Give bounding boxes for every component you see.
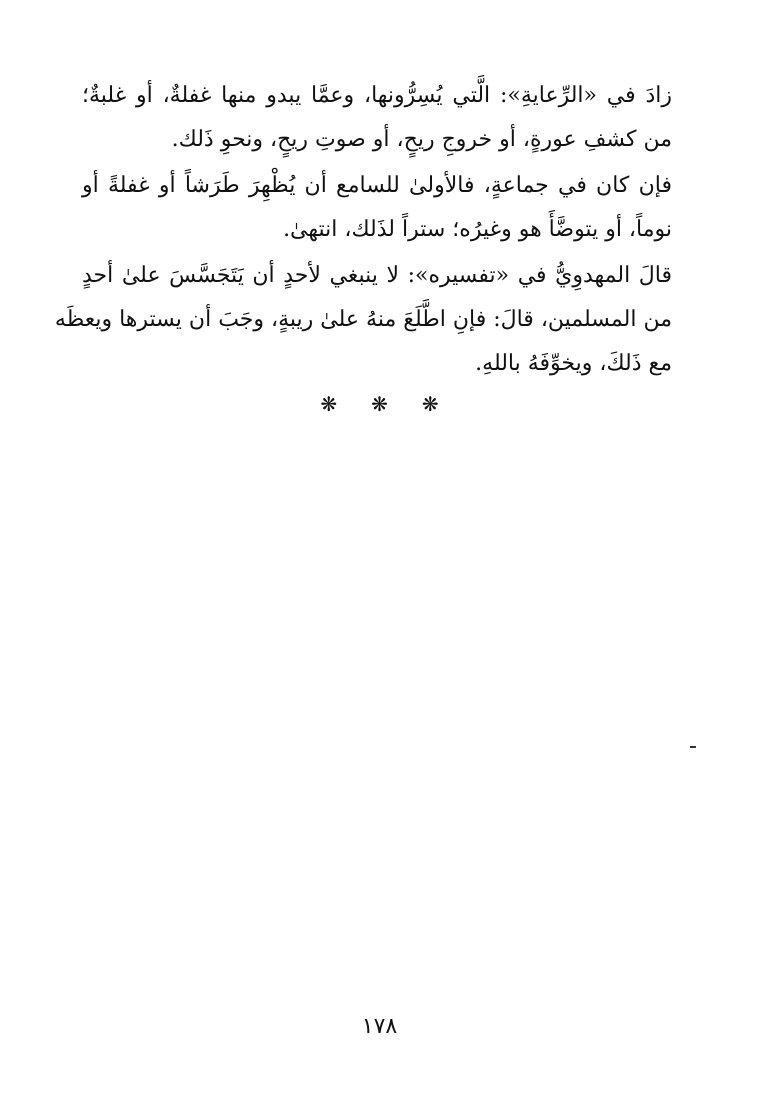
page-number: ١٧٨ xyxy=(361,1014,398,1039)
text-line: قالَ المهدوِيُّ في «تفسيره»: لا ينبغي لأحدٍ أن يَتَجَسَّسَ علىٰ أحدٍ xyxy=(82,263,672,288)
paragraph-1 xyxy=(82,74,672,166)
text-line: من كشفِ عورةٍ، أو خروجِ ريحٍ، أو صوتِ ريحٍ، ونحوِ ذَلك. xyxy=(171,127,672,152)
text-line: مع ذَلكَ، ويخوِّفَهُ باللهِ. xyxy=(475,351,672,376)
section-separator: ❋❋❋ xyxy=(320,392,473,416)
text-line: زادَ في «الرِّعايةِ»: الَّتي يُسِرُّونها، وعمَّا يبدو منها غفلةٌ، أو غلبةٌ؛ xyxy=(82,83,672,108)
text-line: من المسلمين، قالَ: فإنِ اطَّلَعَ منهُ علىٰ ريبةٍ، وجَبَ أن يسترها ويعظَه xyxy=(54,307,672,332)
paragraph-3 xyxy=(54,254,672,390)
text-line: نوماً، أو يتوضَّأَ هو وغيرُه؛ ستراً لذَلك، انتهىٰ. xyxy=(283,217,672,242)
text-line: فإن كان في جماعةٍ، فالأولىٰ للسامع أن يُظْهِرَ طَرَشاً أو غفلةً أو xyxy=(82,173,672,198)
scan-speck xyxy=(690,746,696,748)
paragraph-2 xyxy=(82,164,672,256)
